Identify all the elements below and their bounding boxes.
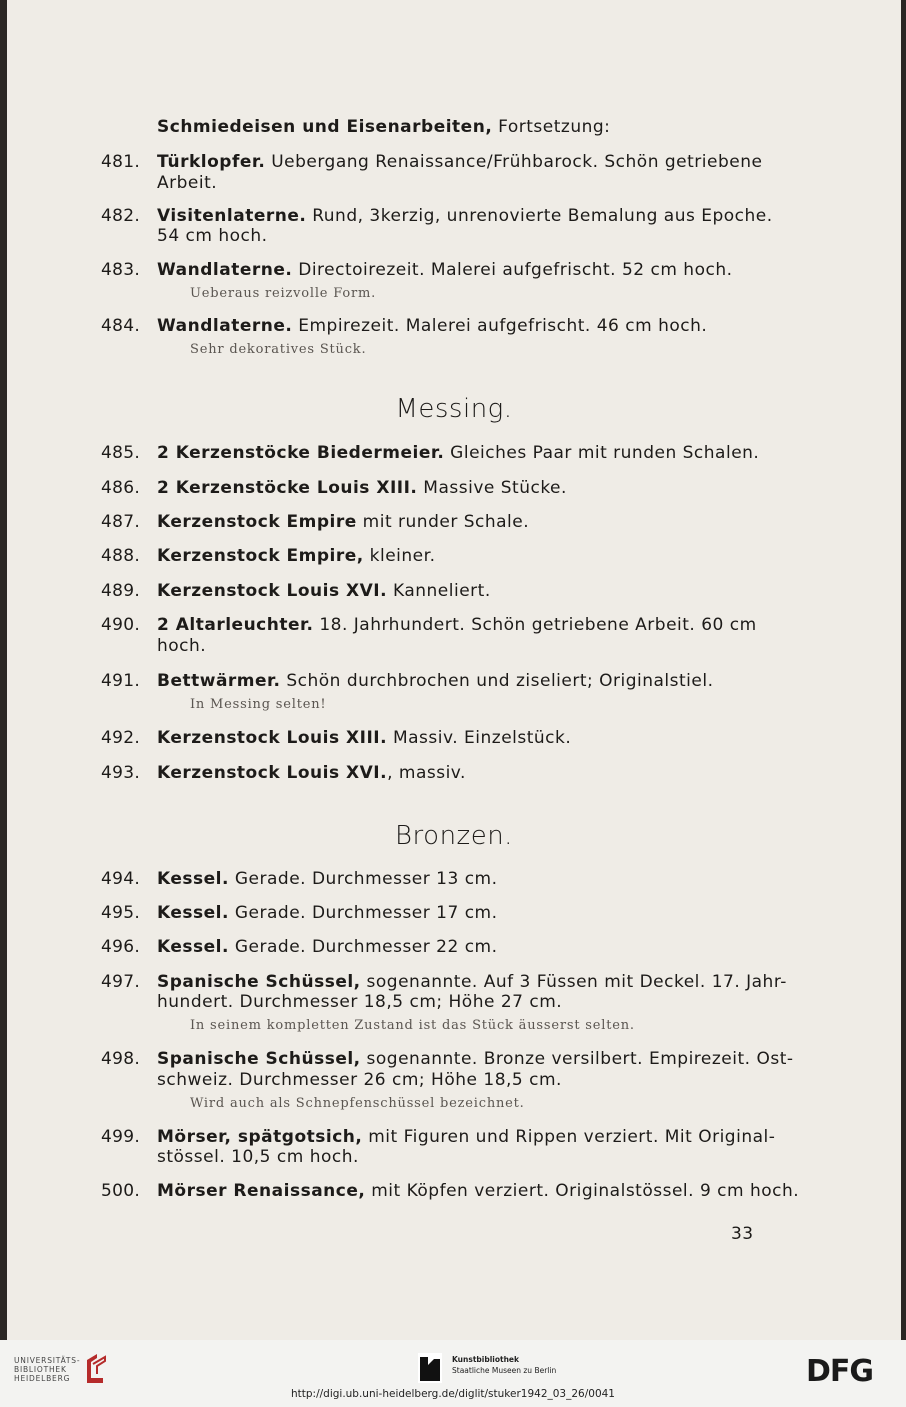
kunstbibliothek-logo-icon[interactable] <box>418 1353 442 1383</box>
entry-title: Türklopfer. <box>157 152 266 172</box>
entry-line <box>157 443 759 463</box>
header-rest: Fortsetzung: <box>492 117 611 137</box>
entry-text: Gerade. Durchmesser 13 cm. <box>228 869 498 889</box>
entry-title: Kerzenstock Louis XVI. <box>157 581 388 601</box>
entry-number: 491. <box>101 671 141 691</box>
ub-line-3: HEIDELBERG <box>14 1374 71 1383</box>
entry-line <box>157 1049 794 1069</box>
entry-number: 499. <box>101 1127 141 1147</box>
entry-line <box>157 869 498 889</box>
entry-title: 2 Altarleuchter. <box>157 615 314 635</box>
entry-text: 18. Jahrhundert. Schön getriebene Arbeit. 60 cm <box>313 615 757 635</box>
section-heading-bronzen: Bronzen. <box>395 821 513 851</box>
catalog-page <box>7 0 901 1340</box>
continuation-header <box>157 117 610 137</box>
entry-text: sogenannte. Auf 3 Füssen mit Deckel. 17. Jahr- <box>360 972 787 992</box>
entry-title: Kerzenstock Empire <box>157 512 357 532</box>
entry-title: Wandlaterne. <box>157 316 293 336</box>
entry-title: Mörser Renaissance, <box>157 1181 366 1201</box>
kb-line-2: Staatliche Museen zu Berlin <box>452 1366 557 1375</box>
entry-line <box>157 903 498 923</box>
entry-line <box>157 671 713 691</box>
entry-number: 483. <box>101 260 141 280</box>
entry-text: Schön durchbrochen und ziseliert; Originalstiel. <box>280 671 714 691</box>
entry-note: Wird auch als Schnepfenschüssel bezeichnet. <box>190 1096 525 1111</box>
entry-text: Rund, 3kerzig, unrenovierte Bemalung aus Epoche. <box>306 206 773 226</box>
entry-line-2: stössel. 10,5 cm hoch. <box>157 1147 359 1167</box>
entry-number: 493. <box>101 763 141 783</box>
entry-line <box>157 1127 775 1147</box>
permalink-url[interactable]: http://digi.ub.uni-heidelberg.de/diglit/stuker1942_03_26/0041 <box>290 1388 615 1400</box>
entry-line <box>157 546 435 566</box>
entry-number: 500. <box>101 1181 141 1201</box>
entry-note: Ueberaus reizvolle Form. <box>190 286 377 301</box>
entry-title: Kerzenstock Louis XIII. <box>157 728 388 748</box>
viewer-footer <box>0 1340 906 1407</box>
entry-line <box>157 972 787 992</box>
ub-line-1: UNIVERSITÄTS- <box>14 1356 81 1365</box>
entry-line-2: schweiz. Durchmesser 26 cm; Höhe 18,5 cm. <box>157 1070 562 1090</box>
entry-title: Kessel. <box>157 937 229 957</box>
entry-number: 496. <box>101 937 141 957</box>
entry-line <box>157 615 757 635</box>
entry-text: Massive Stücke. <box>417 478 567 498</box>
kb-line-1: Kunstbibliothek <box>452 1355 520 1364</box>
entry-text: Empirezeit. Malerei aufgefrischt. 46 cm hoch. <box>292 316 708 336</box>
entry-line-2: hoch. <box>157 636 207 656</box>
entry-number: 490. <box>101 615 141 635</box>
entry-number: 494. <box>101 869 141 889</box>
entry-number: 492. <box>101 728 141 748</box>
header-bold: Schmiedeisen und Eisenarbeiten, <box>157 117 493 137</box>
entry-text: mit runder Schale. <box>356 512 530 532</box>
entry-title: Spanische Schüssel, <box>157 972 361 992</box>
page-number: 33 <box>731 1224 754 1244</box>
entry-line <box>157 152 762 172</box>
entry-title: Visitenlaterne. <box>157 206 307 226</box>
ub-line-2: BIBLIOTHEK <box>14 1365 67 1374</box>
entry-line-2: hundert. Durchmesser 18,5 cm; Höhe 27 cm. <box>157 992 563 1012</box>
entry-line <box>157 260 733 280</box>
entry-number: 487. <box>101 512 141 532</box>
entry-note: In seinem kompletten Zustand ist das Stück äusserst selten. <box>190 1018 635 1033</box>
kunstbibliothek-label <box>452 1354 556 1376</box>
section-heading-messing: Messing. <box>395 394 513 424</box>
entry-number: 495. <box>101 903 141 923</box>
dfg-logo[interactable]: DFG <box>806 1354 874 1389</box>
entry-text: Kanneliert. <box>387 581 491 601</box>
entry-number: 481. <box>101 152 141 172</box>
entry-number: 484. <box>101 316 141 336</box>
entry-text: kleiner. <box>363 546 436 566</box>
entry-text: sogenannte. Bronze versilbert. Empirezeit. Ost- <box>360 1049 794 1069</box>
entry-number: 498. <box>101 1049 141 1069</box>
entry-note: In Messing selten! <box>190 697 327 712</box>
entry-title: Kessel. <box>157 903 229 923</box>
entry-text: Gerade. Durchmesser 17 cm. <box>228 903 498 923</box>
entry-line <box>157 206 773 226</box>
entry-text: , massiv. <box>387 763 466 783</box>
entry-text: Gleiches Paar mit runden Schalen. <box>444 443 760 463</box>
entry-line <box>157 512 529 532</box>
entry-line-2: 54 cm hoch. <box>157 226 268 246</box>
entry-number: 488. <box>101 546 141 566</box>
entry-text: mit Köpfen verziert. Originalstössel. 9 cm hoch. <box>365 1181 800 1201</box>
entry-line <box>157 763 466 783</box>
entry-text: Uebergang Renaissance/Frühbarock. Schön getriebene <box>265 152 763 172</box>
entry-line <box>157 937 498 957</box>
entry-line <box>157 478 567 498</box>
entry-line <box>157 728 571 748</box>
entry-text: Gerade. Durchmesser 22 cm. <box>228 937 498 957</box>
entry-title: 2 Kerzenstöcke Biedermeier. <box>157 443 445 463</box>
entry-note: Sehr dekoratives Stück. <box>190 342 367 357</box>
ub-heidelberg-logo-icon[interactable] <box>83 1352 109 1386</box>
entry-number: 485. <box>101 443 141 463</box>
entry-text: Directoirezeit. Malerei aufgefrischt. 52 cm hoch. <box>292 260 733 280</box>
entry-line-2: Arbeit. <box>157 173 218 193</box>
entry-title: Bettwärmer. <box>157 671 281 691</box>
entry-title: Kessel. <box>157 869 229 889</box>
entry-title: Spanische Schüssel, <box>157 1049 361 1069</box>
entry-number: 482. <box>101 206 141 226</box>
entry-line <box>157 316 707 336</box>
entry-title: Kerzenstock Louis XVI. <box>157 763 388 783</box>
entry-number: 486. <box>101 478 141 498</box>
entry-title: 2 Kerzenstöcke Louis XIII. <box>157 478 418 498</box>
entry-text: mit Figuren und Rippen verziert. Mit Original- <box>362 1127 776 1147</box>
ub-heidelberg-label[interactable] <box>14 1356 80 1383</box>
entry-title: Kerzenstock Empire, <box>157 546 364 566</box>
entry-line <box>157 581 491 601</box>
entry-line <box>157 1181 799 1201</box>
entry-number: 489. <box>101 581 141 601</box>
entry-text: Massiv. Einzelstück. <box>387 728 572 748</box>
entry-number: 497. <box>101 972 141 992</box>
entry-title: Mörser, spätgotsich, <box>157 1127 363 1147</box>
entry-title: Wandlaterne. <box>157 260 293 280</box>
